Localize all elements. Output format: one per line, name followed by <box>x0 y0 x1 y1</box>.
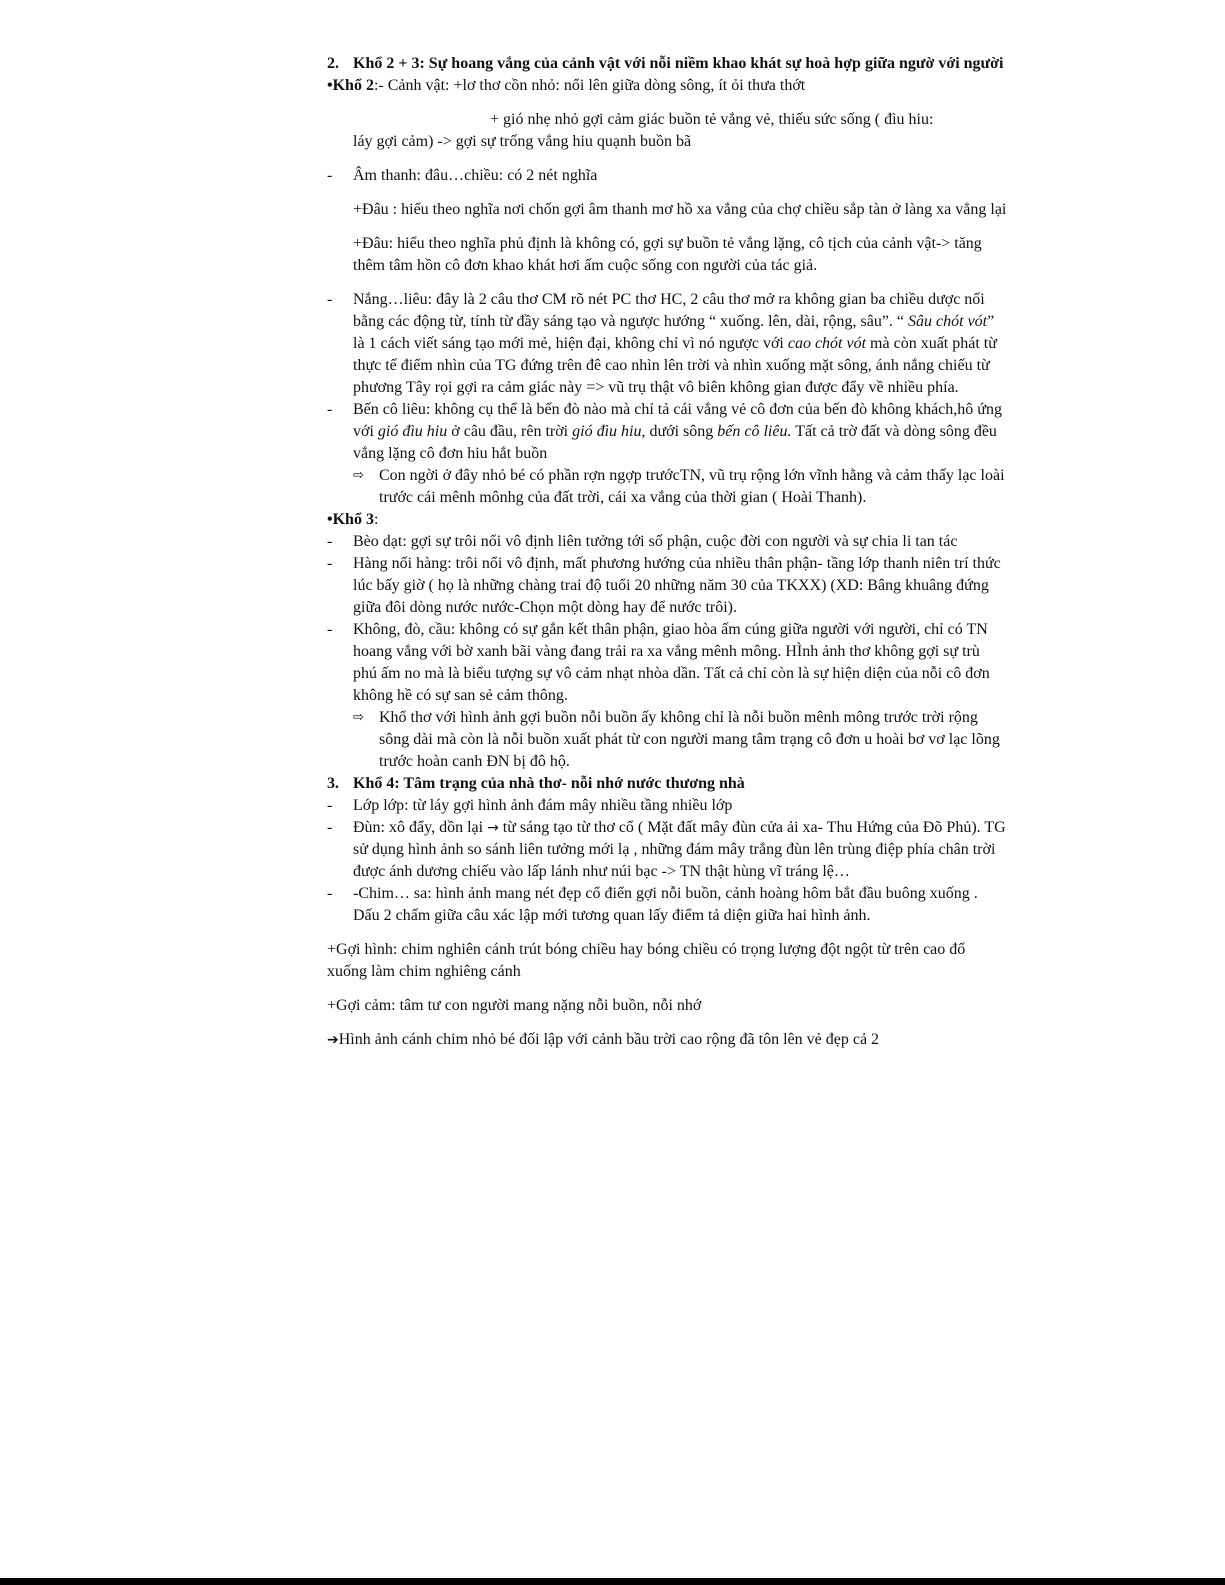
right-arrow-icon: → <box>487 820 499 836</box>
nang-italic-1: Sâu chót vót <box>908 313 988 330</box>
bullet-icon: • <box>327 511 333 528</box>
gio-continuation: láy gợi cảm) -> gợi sự trống vắng hiu quạnh buồn bã <box>353 133 692 150</box>
dash-marker: - <box>327 555 333 572</box>
am-thanh-item <box>327 165 1007 187</box>
dash-marker: - <box>327 797 333 814</box>
goi-hinh-paragraph: +Gợi hình: chim nghiên cánh trút bóng chiều hay bóng chiều có trọng lượng đột ngột từ trên cao đổ xuống làm chim nghiêng cánh <box>327 941 966 980</box>
lop-text: Lớp lớp: từ láy gợi hình ảnh đám mây nhiều tầng nhiều lớp <box>353 797 733 814</box>
section-number: 2. <box>327 55 339 72</box>
section-number: 3. <box>327 775 339 792</box>
dun-text-a: Đùn: xô đẩy, dồn lại <box>353 819 488 836</box>
dash-marker: - <box>327 167 333 184</box>
bullet-icon: • <box>327 77 333 94</box>
kho-3-colon: : <box>373 511 379 528</box>
section-title: Khổ 4: Tâm trạng của nhà thơ- nỗi nhớ nước thương nhà <box>353 775 745 792</box>
beo-text: Bèo dạt: gợi sự trôi nổi vô định liên tưởng tới số phận, cuộc đời con người và sự chia li tan tác <box>353 533 958 550</box>
ben-item <box>327 399 1007 465</box>
dun-item <box>327 817 1007 883</box>
con-nguoi-text: Con ngời ở đây nhỏ bé có phần rợn ngợp trướcTN, vũ trụ rộng lớn vĩnh hằng và cảm thấy lạc loài trước cái mênh mônhg của đất trời, cái xa vắng của thời gian ( Hoài Thanh). <box>379 467 1005 506</box>
bold-arrow-icon: ➔ <box>327 1032 339 1048</box>
nang-item <box>327 289 1007 399</box>
hollow-arrow-icon: ⇨ <box>353 710 364 725</box>
document-body <box>327 53 1007 1051</box>
ben-italic-3: bến cô liêu. <box>717 423 792 440</box>
dash-marker: - <box>327 621 333 638</box>
dau-meaning-2: +Đâu: hiểu theo nghĩa phủ định là không có, gợi sự buồn tẻ vắng lặng, cô tịch của cảnh vật-> tăng thêm tâm hồn cô đơn khao khát hơi ấm cuộc sống con người của tác giả. <box>353 235 982 274</box>
kho-2-label: Khổ 2 <box>332 77 374 94</box>
final-text: Hình ảnh cánh chim nhỏ bé đối lập với cảnh bầu trời cao rộng đã tôn lên vẻ đẹp cả 2 <box>338 1031 880 1048</box>
dash-marker: - <box>327 401 333 418</box>
dash-marker: - <box>327 533 333 550</box>
con-nguoi-conclusion <box>327 465 1007 509</box>
kho-3-heading <box>327 509 1007 531</box>
am-thanh-text: Âm thanh: đâu…chiều: có 2 nét nghĩa <box>353 167 598 184</box>
ben-text-a: Bến cô liêu: không cụ thể là bến đò nào mà chỉ tả cái vắng vẻ cô đơn của bến đò không khách,hô ứng với <box>353 401 1002 440</box>
kho-3-label: Khổ 3 <box>332 511 374 528</box>
final-conclusion <box>327 1029 1007 1051</box>
beo-item <box>327 531 1007 553</box>
hang-text: Hàng nối hàng: trôi nổi vô định, mất phương hướng của nhiều thân phận- tầng lớp thanh niên trí thức lúc bấy giờ ( họ là những chàng trai độ tuổi 20 những năm 30 của TKXX) (XD: Bâng khuâng đứng giữa đôi dòng nước nước-Chọn một dòng hay để nước trôi). <box>353 555 1001 616</box>
dash-marker: - <box>327 819 333 836</box>
khong-item <box>327 619 1007 707</box>
gio-paragraph: + gió nhẹ nhỏ gợi cảm giác buồn tẻ vắng vẻ, thiếu sức sống ( đìu hiu: <box>490 111 934 128</box>
kho-2-intro-text: :- Cảnh vật: +lơ thơ cồn nhỏ: nổi lên giữa dòng sông, ít ỏi thưa thớt <box>373 77 806 94</box>
dau-meaning-1: +Đâu : hiểu theo nghĩa nơi chốn gợi âm thanh mơ hồ xa vắng của chợ chiều sắp tàn ở làng xa vẳng lại <box>353 201 1007 218</box>
nang-text-c: mà còn xuất phát từ thực tế điểm nhìn của TG đứng trên đê cao nhìn lên trời và nhìn xuống mặt sông, ánh nắng chiếu từ phương Tây rọi gợi ra cảm giác này => vũ trụ thật vô biên không gian được đẩy về nhiều phía. <box>353 335 997 396</box>
ben-text-c: , dưới sông <box>641 423 718 440</box>
ben-italic-1: gió đìu hiu <box>377 423 448 440</box>
page-bottom-border <box>0 1578 1225 1585</box>
chim-item <box>327 883 1007 927</box>
section-2-heading <box>327 53 1007 75</box>
nang-text-b: ” là 1 cách viết sáng tạo mới mẻ, hiện đại, không chỉ vì nó ngược với <box>353 313 995 352</box>
goi-cam-paragraph: +Gợi cảm: tâm tư con người mang nặng nỗi buồn, nỗi nhớ <box>327 997 702 1014</box>
khong-text: Không, đò, cầu: không có sự gắn kết thân phận, giao hòa ấm cúng giữa người với người, chỉ có TN hoang vắng với bờ xanh bãi vàng đang trải ra xa vắng mênh mông. HÌnh ảnh thơ không gợi sự trù phú ấm no mà là biểu tượng sự vô cảm nhạt nhòa dần. Tất cả chỉ còn là sự hiện diện của nỗi cô đơn không hề có sự san sẻ cảm thông. <box>353 621 990 704</box>
nang-italic-2: cao chót vót <box>787 335 867 352</box>
lop-item <box>327 795 1007 817</box>
ben-text-b: ở câu đầu, rên trời <box>447 423 573 440</box>
dash-marker: - <box>327 291 333 308</box>
dun-text-b: từ sáng tạo từ thơ cổ ( Mặt đất mây đùn cửa ải xa- Thu Hứng của Đõ Phủ). TG sử dụng hình ảnh so sánh liên tưởng mới lạ , những đám mây trắng đùn lên trùng điệp phía chân trời được ánh dương chiếu vào lấp lánh như núi bạc -> TN thật hùng vĩ tráng lệ… <box>353 819 1006 880</box>
kho-tho-text: Khổ thơ với hình ảnh gợi buồn nỗi buồn ấy không chỉ là nỗi buồn mênh mông trước trời rộng sông dài mà còn là nỗi buồn xuất phát từ con người mang tâm trạng cô đơn u hoài bơ vơ lạc lõng trước hoàn canh ĐN bị đô hộ. <box>379 709 1000 770</box>
ben-italic-2: gió đìu hiu <box>572 423 642 440</box>
kho-tho-conclusion <box>327 707 1007 773</box>
hollow-arrow-icon: ⇨ <box>353 468 364 483</box>
kho-2-intro <box>327 75 1007 97</box>
dash-marker: - <box>327 885 333 902</box>
section-title: Khổ 2 + 3: Sự hoang vắng của cảnh vật với nỗi niềm khao khát sự hoà hợp giữa ngườ với người <box>353 55 1004 72</box>
chim-text: -Chim… sa: hình ảnh mang nét đẹp cổ điển gợi nỗi buồn, cảnh hoàng hôm bắt đầu buông xuống . Dấu 2 chấm giữa câu xác lập mới tương quan lấy điểm tả diện giữa hai hình ảnh. <box>353 885 978 924</box>
nang-text-a: Nắng…liêu: đây là 2 câu thơ CM rõ nét PC thơ HC, 2 câu thơ mở ra không gian ba chiều dược nối bằng các động từ, tính từ đầy sáng tạo và ngược hướng “ xuống. lên, dài, rộng, sâu”. “ <box>353 291 985 330</box>
ben-text-d: Tất cả trờ đất và dòng sông đều vắng lặng cô đơn hiu hắt buồn <box>353 423 997 462</box>
section-3-heading <box>327 773 1007 795</box>
hang-item <box>327 553 1007 619</box>
